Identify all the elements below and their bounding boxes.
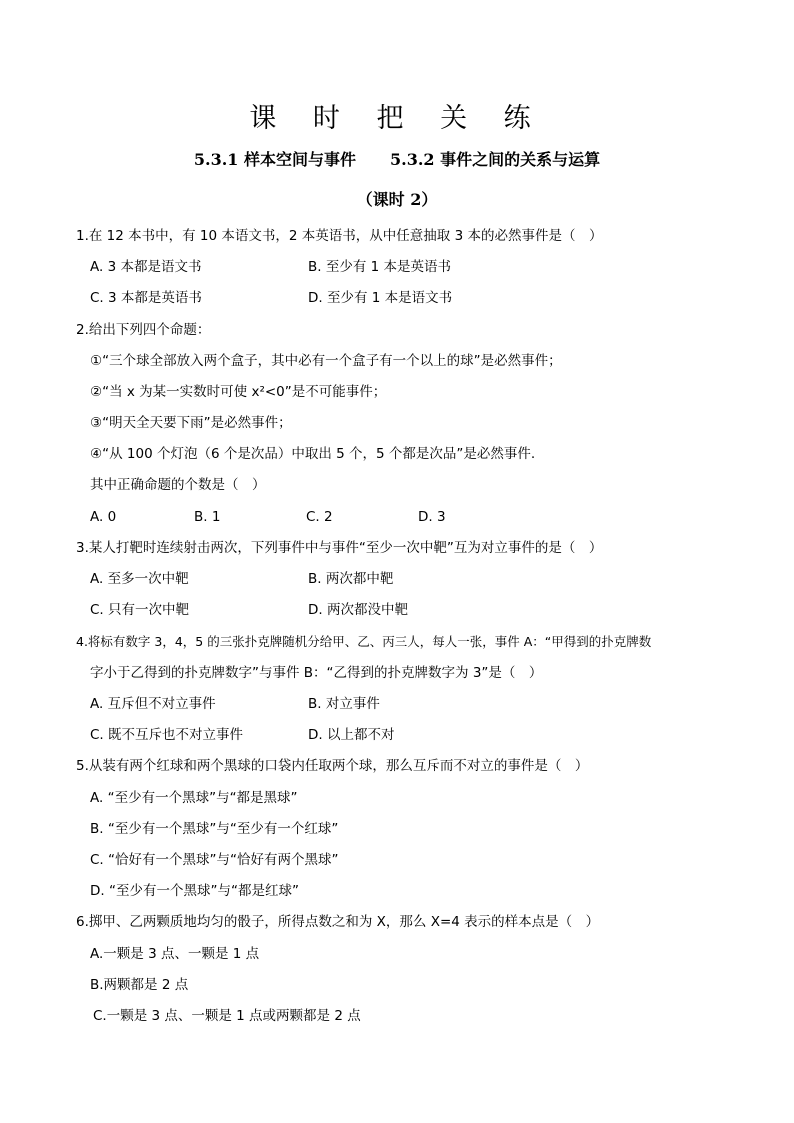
q3-option-c: C. 只有一次中靶 [90,602,190,618]
q4-stem-line-2: 字小于乙得到的扑克牌数字”与事件 B：“乙得到的扑克牌数字为 3”是（ ） [90,665,543,681]
q4-option-d: D. 以上都不对 [308,727,395,743]
q2-proposition-1: ①“三个球全部放入两个盒子，其中必有一个盒子有一个以上的球”是必然事件； [90,353,562,369]
q5-option-c: C. “恰好有一个黑球”与“恰好有两个黑球” [90,852,339,868]
subtitle-right: 5.3.2 事件之间的关系与运算 [390,150,601,169]
q2-stem: 2.给出下列四个命题： [76,322,211,338]
q4-option-c: C. 既不互斥也不对立事件 [90,727,244,743]
q2-option-b: B. 1 [194,509,221,525]
q4-option-b: B. 对立事件 [308,696,380,712]
q2-option-d: D. 3 [418,509,446,525]
q1-stem: 1.在 12 本书中，有 10 本语文书，2 本英语书，从中任意抽取 3 本的必然事件是（ ） [76,228,603,244]
q2-proposition-4: ④“从 100 个灯泡（6 个是次品）中取出 5 个，5 个都是次品”是必然事件. [90,446,536,462]
q5-option-a: A. “至少有一个黑球”与“都是黑球” [90,790,298,806]
q6-option-c: C.一颗是 3 点、一颗是 1 点或两颗都是 2 点 [93,1008,361,1024]
q1-option-c: C. 3 本都是英语书 [90,290,202,306]
page-title: 课 时 把 关 练 [249,103,545,134]
q6-option-b: B.两颗都是 2 点 [90,977,189,993]
q2-option-c: C. 2 [306,509,333,525]
q3-option-b: B. 两次都中靶 [308,571,394,587]
q4-option-a: A. 互斥但不对立事件 [90,696,216,712]
q2-option-a: A. 0 [90,509,117,525]
q6-stem: 6.掷甲、乙两颗质地均匀的骰子，所得点数之和为 X，那么 X=4 表示的样本点是（ ） [76,914,600,930]
lesson-label: （课时 2） [356,190,438,209]
section-subtitle [0,147,794,170]
q3-option-d: D. 两次都没中靶 [308,602,408,618]
q5-option-d: D. “至少有一个黑球”与“都是红球” [90,883,299,899]
q2-ask: 其中正确命题的个数是（ ） [90,477,266,493]
subtitle-left: 5.3.1 样本空间与事件 [193,150,356,169]
q5-stem: 5.从装有两个红球和两个黑球的口袋内任取两个球，那么互斥而不对立的事件是（ ） [76,758,589,774]
q2-proposition-2: ②“当 x 为某一实数时可使 x²<0”是不可能事件； [90,384,387,400]
q3-stem: 3.某人打靶时连续射击两次，下列事件中与事件“至少一次中靶”互为对立事件的是（ ） [76,540,603,556]
q6-option-a: A.一颗是 3 点、一颗是 1 点 [90,946,260,962]
q5-option-b: B. “至少有一个黑球”与“至少有一个红球” [90,821,339,837]
q4-stem-line-1: 4.将标有数字 3，4，5 的三张扑克牌随机分给甲、乙、丙三人，每人一张，事件 A：“甲得到的扑克牌数 [76,634,652,649]
q1-option-b: B. 至少有 1 本是英语书 [308,259,452,275]
q1-option-d: D. 至少有 1 本是语文书 [308,290,453,306]
q1-option-a: A. 3 本都是语文书 [90,259,202,275]
q2-proposition-3: ③“明天全天要下雨”是必然事件； [90,415,292,431]
q3-option-a: A. 至多一次中靶 [90,571,189,587]
